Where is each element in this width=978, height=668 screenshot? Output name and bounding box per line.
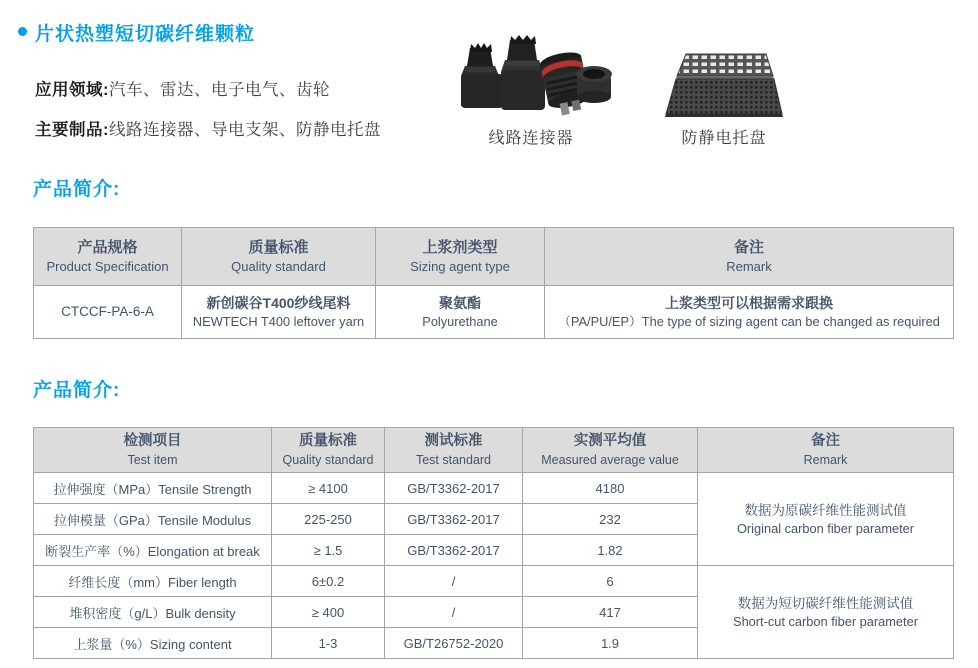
test-standard-cell: GB/T3362-2017 xyxy=(385,535,523,566)
test-standard-cell: GB/T26752-2020 xyxy=(385,628,523,659)
test-header-standard-zh: 测试标准 xyxy=(424,433,483,450)
test-quality-cell: 225-250 xyxy=(272,504,385,535)
remark-group2-en: Short-cut carbon fiber parameter xyxy=(733,613,918,629)
spec-header-quality xyxy=(182,228,376,286)
connector-caption: 线路连接器 xyxy=(488,130,574,147)
connector-photo xyxy=(448,34,614,126)
spec-table-header-row xyxy=(34,228,954,286)
test-standard-cell: / xyxy=(385,597,523,628)
test-header-item-zh: 检测项目 xyxy=(123,433,182,450)
products-line xyxy=(35,116,381,140)
test-measured-cell: 6 xyxy=(523,566,698,597)
test-item-cell: 断裂生产率（%）Elongation at break xyxy=(34,535,272,566)
application-value: 汽车、雷达、电子电气、齿轮 xyxy=(109,81,330,99)
test-row-tensile-strength xyxy=(34,473,954,504)
connector-image xyxy=(448,34,614,126)
spec-header-remark-en: Remark xyxy=(726,258,772,274)
spec-header-sizing-en: Sizing agent type xyxy=(410,258,510,274)
test-quality-cell: 6±0.2 xyxy=(272,566,385,597)
test-header-remark-en: Remark xyxy=(803,453,848,468)
test-item-cell: 上浆量（%）Sizing content xyxy=(34,628,272,659)
test-item-cell: 拉伸强度（MPa）Tensile Strength xyxy=(34,473,272,504)
test-header-item-en: Test item xyxy=(127,453,178,468)
spec-header-specification xyxy=(34,228,182,286)
test-header-measured-en: Measured average value xyxy=(541,453,679,468)
test-header-measured-zh: 实测平均值 xyxy=(573,433,647,450)
test-standard-cell: GB/T3362-2017 xyxy=(385,473,523,504)
spec-header-quality-zh: 质量标准 xyxy=(248,239,309,257)
spec-header-remark-zh: 备注 xyxy=(733,239,764,257)
spec-sizing-zh: 聚氨酯 xyxy=(439,295,481,312)
application-line xyxy=(35,76,330,100)
test-item-cell: 纤维长度（mm）Fiber length xyxy=(34,566,272,597)
spec-header-specification-zh: 产品规格 xyxy=(77,239,138,257)
remark-group1-zh: 数据为原碳纤维性能测试值 xyxy=(744,502,907,518)
test-item-cell: 拉伸模量（GPa）Tensile Modulus xyxy=(34,504,272,535)
spec-cell-specification xyxy=(34,286,182,339)
test-header-standard-en: Test standard xyxy=(415,453,492,468)
remark-group2-zh: 数据为短切碳纤维性能测试值 xyxy=(737,595,914,611)
spec-header-specification-en: Product Specification xyxy=(46,258,169,274)
section1-title: 产品简介: xyxy=(33,179,121,200)
test-quality-cell: ≥ 1.5 xyxy=(272,535,385,566)
test-measured-cell: 4180 xyxy=(523,473,698,504)
test-table-header-row xyxy=(34,428,954,473)
spec-remark-zh: 上浆类型可以根据需求跟换 xyxy=(665,295,833,312)
test-quality-cell: ≥ 4100 xyxy=(272,473,385,504)
spec-cell-remark xyxy=(545,286,954,339)
products-value: 线路连接器、导电支架、防静电托盘 xyxy=(109,121,381,139)
test-header-quality xyxy=(272,428,385,473)
test-header-standard xyxy=(385,428,523,473)
test-header-quality-en: Quality standard xyxy=(282,453,374,468)
products-label: 主要制品: xyxy=(35,121,109,139)
test-measured-cell: 1.9 xyxy=(523,628,698,659)
spec-table xyxy=(33,227,954,339)
test-standard-cell: / xyxy=(385,566,523,597)
spec-cell-quality xyxy=(182,286,376,339)
test-remark-group1-cell xyxy=(698,473,954,566)
tray-photo xyxy=(664,40,784,126)
spec-cell-sizing xyxy=(376,286,545,339)
test-remark-group2-cell xyxy=(698,566,954,659)
spec-sizing-en: Polyurethane xyxy=(422,314,498,330)
remark-group1-en: Original carbon fiber parameter xyxy=(736,520,915,536)
test-header-measured xyxy=(523,428,698,473)
spec-header-sizing xyxy=(376,228,545,286)
test-header-item xyxy=(34,428,272,473)
test-measured-cell: 417 xyxy=(523,597,698,628)
page-title: 片状热塑短切碳纤维颗粒 xyxy=(35,24,256,45)
section2-title: 产品简介: xyxy=(33,380,121,401)
tray-image xyxy=(664,40,784,126)
test-measured-cell: 232 xyxy=(523,504,698,535)
test-table xyxy=(33,427,954,659)
test-measured-cell: 1.82 xyxy=(523,535,698,566)
test-header-remark xyxy=(698,428,954,473)
tray-caption: 防静电托盘 xyxy=(681,130,767,147)
spec-header-sizing-zh: 上浆剂类型 xyxy=(422,239,498,257)
spec-table-data-row xyxy=(34,286,954,339)
test-quality-cell: ≥ 400 xyxy=(272,597,385,628)
spec-header-quality-en: Quality standard xyxy=(231,258,326,274)
title-bullet-icon xyxy=(18,27,27,36)
spec-quality-zh: 新创碳谷T400纱线尾料 xyxy=(206,295,351,312)
spec-value: CTCCF-PA-6-A xyxy=(61,304,154,319)
spec-remark-en: （PA/PU/EP）The type of sizing agent can be changed as required xyxy=(558,314,940,330)
spec-quality-en: NEWTECH T400 leftover yarn xyxy=(192,314,365,330)
test-header-remark-zh: 备注 xyxy=(811,433,840,450)
test-row-fiber-length xyxy=(34,566,954,597)
test-standard-cell: GB/T3362-2017 xyxy=(385,504,523,535)
test-quality-cell: 1-3 xyxy=(272,628,385,659)
application-label: 应用领域: xyxy=(35,81,109,99)
test-item-cell: 堆积密度（g/L）Bulk density xyxy=(34,597,272,628)
test-header-quality-zh: 质量标准 xyxy=(299,433,357,450)
spec-header-remark xyxy=(545,228,954,286)
